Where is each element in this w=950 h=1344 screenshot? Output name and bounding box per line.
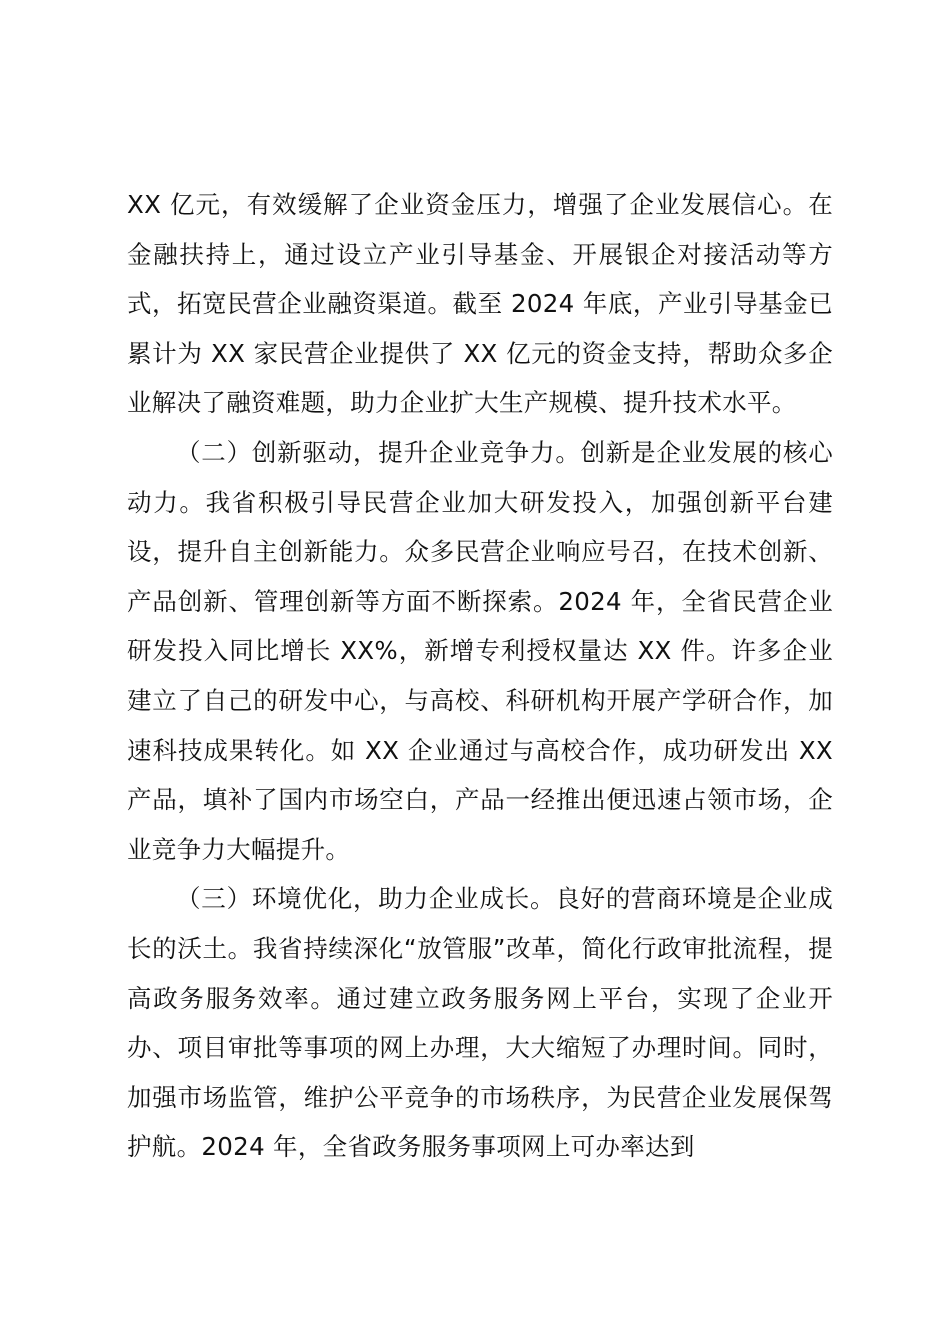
paragraph-environment-optimization: （三）环境优化，助力企业成长。良好的营商环境是企业成长的沃土。我省持续深化“放管服”改革，简化行政审批流程，提高政务服务效率。通过建立政务服务网上平台，实现了企业开办、项目审批等事项的网上办理，大大缩短了办理时间。同时，加强市场监管，维护公平竞争的市场秩序，为民营企业发展保驾护航。2024 年，全省政务服务事项网上可办率达到: [127, 884, 833, 1162]
paragraph-innovation-driven: （二）创新驱动，提升企业竞争力。创新是企业发展的核心动力。我省积极引导民营企业加大研发投入，加强创新平台建设，提升自主创新能力。众多民营企业响应号召，在技术创新、产品创新、管理创新等方面不断探索。2024 年，全省民营企业研发投入同比增长 XX%，新增专利授权量达 XX 件。许多企业建立了自己的研发中心，与高校、科研机构开展产学研合作，加速科技成果转化。如 XX 企业通过与高校合作，成功研发出 XX 产品，填补了国内市场空白，产品一经推出便迅速占领市场，企业竞争力大幅提升。: [127, 437, 833, 864]
paragraph-funding-support: XX 亿元，有效缓解了企业资金压力，增强了企业发展信心。在金融扶持上，通过设立产业引导基金、开展银企对接活动等方式，拓宽民营企业融资渠道。截至 2024 年底，产业引导基金已累计为 XX 家民营企业提供了 XX 亿元的资金支持，帮助众多企业解决了融资难题，助力企业扩大生产规模、提升技术水平。: [127, 190, 833, 418]
document-body: [127, 180, 833, 1172]
